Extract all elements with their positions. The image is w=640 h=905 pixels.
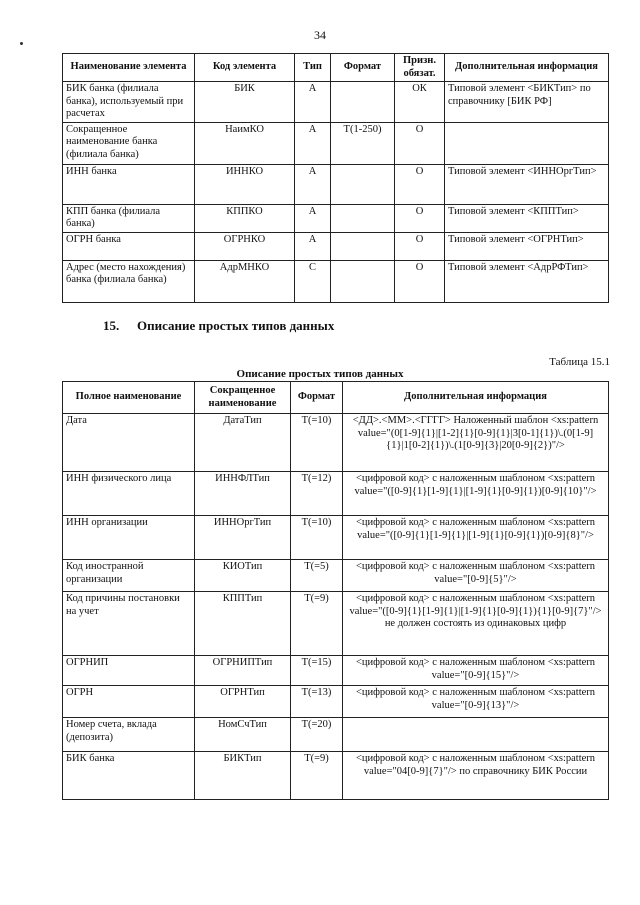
cell-full-name: БИК банка xyxy=(63,752,195,800)
cell-short-name: ИННФЛТип xyxy=(195,472,291,516)
table-row xyxy=(63,414,609,472)
table-row xyxy=(63,592,609,656)
cell-info: <цифровой код> с наложенным шаблоном <xs:pattern value="[0-9]{15}"/> xyxy=(343,656,609,686)
cell-info: Типовой элемент <КППТип> xyxy=(445,204,609,232)
table-row xyxy=(63,260,609,302)
cell-mandatory: О xyxy=(395,164,445,204)
cell-info: <цифровой код> с наложенным шаблоном <xs:pattern value="[0-9]{5}"/> xyxy=(343,560,609,592)
cell-info xyxy=(343,718,609,752)
cell-info: <цифровой код> с наложенным шаблоном <xs:pattern value="([0-9]{1}[1-9]{1}|[1-9]{1}[0-9]{1})[0-9]{8}"/> xyxy=(343,516,609,560)
simple-types-table xyxy=(62,381,609,800)
table-caption: Описание простых типов данных xyxy=(236,368,404,380)
cell-info: <цифровой код> с наложенным шаблоном <xs:pattern value="04[0-9]{7}"/> по справочнику БИК России xyxy=(343,752,609,800)
cell-short-name: НомСчТип xyxy=(195,718,291,752)
cell-name: ОГРН банка xyxy=(63,232,195,260)
cell-code: ОГРНКО xyxy=(195,232,295,260)
cell-format: Т(=20) xyxy=(291,718,343,752)
cell-short-name: ДатаТип xyxy=(195,414,291,472)
cell-mandatory: О xyxy=(395,122,445,164)
table-row xyxy=(63,686,609,718)
cell-short-name: ОГРНИПТип xyxy=(195,656,291,686)
cell-info xyxy=(445,122,609,164)
header-full-name: Полное наименование xyxy=(63,382,195,414)
cell-format: Т(=12) xyxy=(291,472,343,516)
cell-format: Т(=10) xyxy=(291,516,343,560)
cell-mandatory: О xyxy=(395,232,445,260)
header-additional-info: Дополнительная информация xyxy=(343,382,609,414)
section-number: 15. xyxy=(103,318,120,333)
elements-table xyxy=(62,53,609,303)
simple-types-header-row xyxy=(63,382,609,414)
cell-short-name: КППТип xyxy=(195,592,291,656)
table-row xyxy=(63,560,609,592)
table-row xyxy=(63,516,609,560)
table-row xyxy=(63,656,609,686)
cell-name: Адрес (место нахождения) банка (филиала банка) xyxy=(63,260,195,302)
margin-dot xyxy=(20,42,23,45)
cell-info: <цифровой код> с наложенным шаблоном <xs:pattern value="([0-9]{1}[1-9]{1}|[1-9]{1}[0-9]{1}){1}[0-9]{7}"/> не должен состоять из одинаковых цифр xyxy=(343,592,609,656)
cell-name: КПП банка (филиала банка) xyxy=(63,204,195,232)
cell-format: Т(=13) xyxy=(291,686,343,718)
cell-full-name: Код иностранной организации xyxy=(63,560,195,592)
header-mandatory: Призн. обязат. xyxy=(395,54,445,82)
cell-code: БИК xyxy=(195,82,295,123)
cell-code: ИННКО xyxy=(195,164,295,204)
header-element-name: Наименование элемента xyxy=(63,54,195,82)
table-row xyxy=(63,232,609,260)
elements-table-header-row xyxy=(63,54,609,82)
cell-short-name: ОГРНТип xyxy=(195,686,291,718)
cell-info: Типовой элемент <БИКТип> по справочнику [БИК РФ] xyxy=(445,82,609,123)
cell-type: А xyxy=(295,82,331,123)
cell-full-name: Код причины постановки на учет xyxy=(63,592,195,656)
cell-mandatory: О xyxy=(395,204,445,232)
cell-info: Типовой элемент <АдрРФТип> xyxy=(445,260,609,302)
cell-name: Сокращенное наименование банка (филиала банка) xyxy=(63,122,195,164)
table-row xyxy=(63,472,609,516)
page-number: 34 xyxy=(314,28,326,42)
cell-format: Т(1-250) xyxy=(331,122,395,164)
cell-full-name: ОГРН xyxy=(63,686,195,718)
cell-format: Т(=9) xyxy=(291,592,343,656)
cell-short-name: КИОТип xyxy=(195,560,291,592)
table-label: Таблица 15.1 xyxy=(549,356,610,368)
cell-format xyxy=(331,164,395,204)
header-element-code: Код элемента xyxy=(195,54,295,82)
cell-type: А xyxy=(295,164,331,204)
cell-info: Типовой элемент <ИННОргТип> xyxy=(445,164,609,204)
table-row xyxy=(63,718,609,752)
cell-full-name: ИНН физического лица xyxy=(63,472,195,516)
table-row xyxy=(63,82,609,123)
cell-format: Т(=5) xyxy=(291,560,343,592)
section-title: Описание простых типов данных xyxy=(137,318,335,333)
cell-format xyxy=(331,82,395,123)
cell-name: БИК банка (филиала банка), используемый при расчетах xyxy=(63,82,195,123)
cell-mandatory: ОК xyxy=(395,82,445,123)
cell-info: Типовой элемент <ОГРНТип> xyxy=(445,232,609,260)
cell-short-name: ИННОргТип xyxy=(195,516,291,560)
cell-full-name: ИНН организации xyxy=(63,516,195,560)
table-row xyxy=(63,122,609,164)
cell-name: ИНН банка xyxy=(63,164,195,204)
cell-code: КППКО xyxy=(195,204,295,232)
cell-format: Т(=15) xyxy=(291,656,343,686)
cell-type: А xyxy=(295,204,331,232)
cell-info: <цифровой код> с наложенным шаблоном <xs:pattern value="[0-9]{13}"/> xyxy=(343,686,609,718)
header-type: Тип xyxy=(295,54,331,82)
cell-format xyxy=(331,204,395,232)
cell-format xyxy=(331,260,395,302)
header-format: Формат xyxy=(291,382,343,414)
cell-format xyxy=(331,232,395,260)
cell-info: <ДД>.<ММ>.<ГГГГ> Наложенный шаблон <xs:pattern value="(0[1-9]{1}|[1-2]{1}[0-9]{1}|3[0-1]{1})\.(0[1-9]{1}|1[0-2]{1})\.(1[0-9]{3}|20[0-9]{2})"/> xyxy=(343,414,609,472)
cell-full-name: Дата xyxy=(63,414,195,472)
cell-format: Т(=9) xyxy=(291,752,343,800)
cell-type: С xyxy=(295,260,331,302)
section-heading xyxy=(103,318,334,334)
table-row xyxy=(63,752,609,800)
table-row xyxy=(63,164,609,204)
cell-format: Т(=10) xyxy=(291,414,343,472)
cell-full-name: Номер счета, вклада (депозита) xyxy=(63,718,195,752)
cell-full-name: ОГРНИП xyxy=(63,656,195,686)
cell-info: <цифровой код> с наложенным шаблоном <xs:pattern value="([0-9]{1}[1-9]{1}|[1-9]{1}[0-9]{1})[0-9]{10}"/> xyxy=(343,472,609,516)
header-format: Формат xyxy=(331,54,395,82)
cell-code: НаимКО xyxy=(195,122,295,164)
cell-mandatory: О xyxy=(395,260,445,302)
table-row xyxy=(63,204,609,232)
cell-type: А xyxy=(295,232,331,260)
header-additional-info: Дополнительная информация xyxy=(445,54,609,82)
cell-type: А xyxy=(295,122,331,164)
cell-short-name: БИКТип xyxy=(195,752,291,800)
cell-code: АдрМНКО xyxy=(195,260,295,302)
header-short-name: Сокращенное наименование xyxy=(195,382,291,414)
